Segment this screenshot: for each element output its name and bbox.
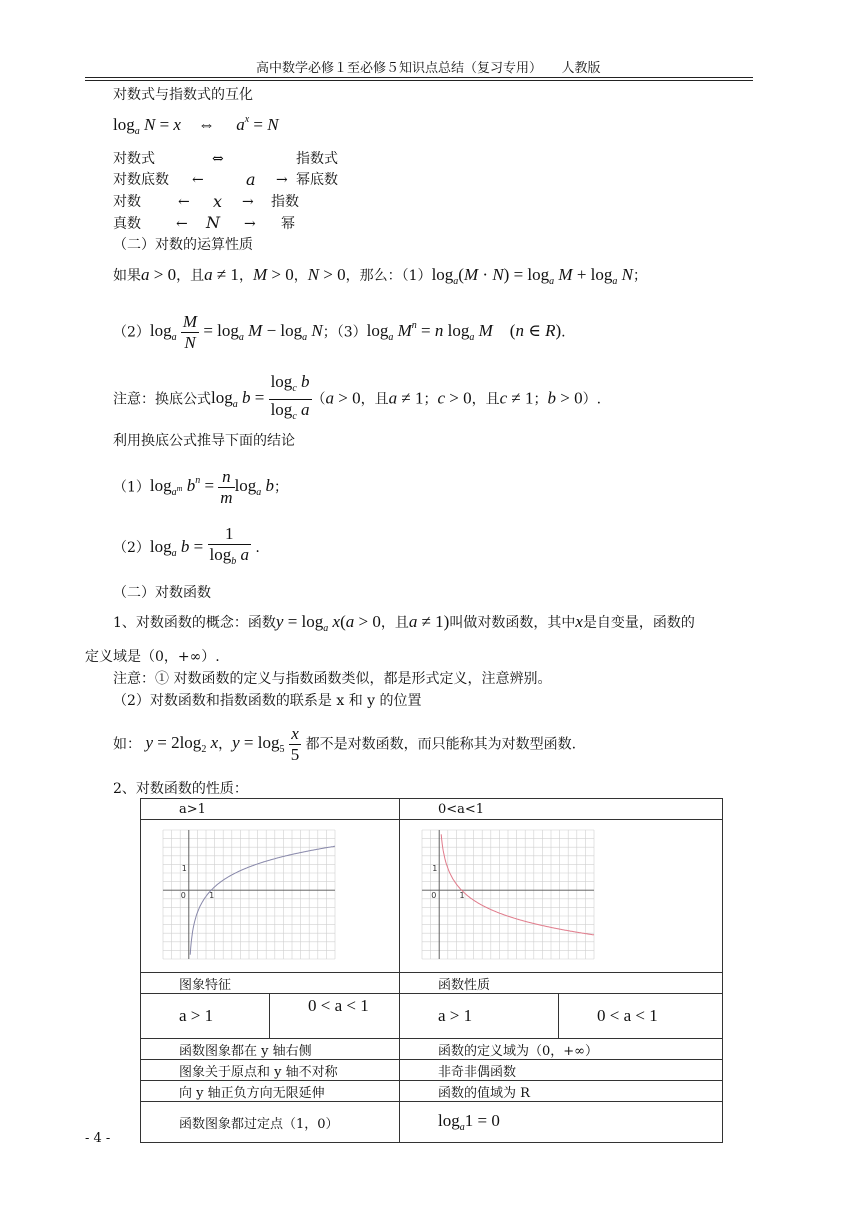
header-a-lt1: 0<a<1 xyxy=(400,799,723,820)
page-number: - 4 - xyxy=(85,1131,111,1146)
note-label: 注意：换底公式 xyxy=(113,391,211,408)
log-curve xyxy=(441,834,594,935)
y-tick-label-1: 1 xyxy=(181,863,187,873)
origin-label: 0 xyxy=(431,891,437,901)
row4-label-left: 真数 xyxy=(113,216,141,232)
properties-title: 2、对数函数的性质： xyxy=(113,781,248,797)
row2-arrow-right: → xyxy=(276,172,288,188)
section-title-interconvert: 对数式与指数式的互化 xyxy=(113,87,253,103)
section-title-function: （二）对数函数 xyxy=(113,585,211,601)
feature-cell: 函数图象都在 y 轴右侧 xyxy=(141,1039,400,1060)
example-label: 如： xyxy=(113,736,141,753)
rule-condition-line: 如果a > 0，且a ≠ 1，M > 0，N > 0，那么：$(1)\log_a(M \cdot N) = \log_a M + \log_a N$； xyxy=(113,265,647,287)
x-tick-label-1: 1 xyxy=(459,891,465,901)
rule-then-label: ，那么：（1） xyxy=(345,268,432,284)
row4-label-right: 幂 xyxy=(281,216,295,232)
row2-var: a xyxy=(246,170,256,189)
derive-item1-label: （1） xyxy=(113,479,150,496)
note-line-2: （2）对数函数和指数函数的联系是 x 和 y 的位置 xyxy=(113,693,422,709)
feature-cell: 图象关于原点和 y 轴不对称 xyxy=(141,1060,400,1081)
page-header: 高中数学必修１至必修５知识点总结（复习专用） 人教版 xyxy=(256,61,601,76)
table-graph-row xyxy=(141,820,723,973)
properties-table xyxy=(140,798,723,1143)
example-tail: 都不是对数函数，而只能称其为对数型函数. xyxy=(305,736,577,753)
property-cell-formula: $\log_a1 = 0$ xyxy=(400,1102,723,1143)
derive-item2: $(2)\log_a$ b = $\frac{1}{\log_b a}$ . xyxy=(113,524,260,567)
rule-if-label: 如果 xyxy=(113,268,141,284)
x-tick-label-1: 1 xyxy=(209,891,215,901)
header-rule-2 xyxy=(85,80,753,81)
table-header-row xyxy=(141,799,723,820)
rule-item2-label: （2） xyxy=(113,324,150,341)
note-line-1: 注意：① 对数函数的定义与指数函数类似，都是形式定义，注意辨别。 xyxy=(113,671,552,687)
header-func-property: 函数性质 xyxy=(400,973,723,994)
row4-var: N xyxy=(206,213,220,232)
table-row xyxy=(141,1081,723,1102)
row3-label-left: 对数 xyxy=(113,194,141,210)
row2-label-left: 对数底数 xyxy=(113,172,169,188)
derive-item2-label: （2） xyxy=(113,539,150,556)
property-cell: 非奇非偶函数 xyxy=(400,1060,723,1081)
property-cell: 函数的定义域为（0，+∞） xyxy=(400,1039,723,1060)
graph-a-gt1 xyxy=(141,820,399,972)
feature-cell: 函数图象都过定点（1，0） xyxy=(141,1102,400,1143)
log-curve xyxy=(190,846,335,954)
example-line: 如： $y = 2\log_2$ x，$y = \log_5$ $\frac{x}{5}$ 都不是对数函数，而只能称其为对数型函数. xyxy=(113,724,577,764)
rule-quotient-power-line: $(2)\log_a$ $\frac{M}{N}$ = $\log_a M - \log_a N$；$(3)\log_a$ $M^n = n$ $\log_a M$ (n ∈ R). xyxy=(113,312,566,352)
row3-label-right: 指数 xyxy=(271,194,299,210)
sub-a-lt1-left: 0 < a < 1 xyxy=(270,994,400,1039)
rule-item3-label: ；（3） xyxy=(322,324,367,341)
concept-tail2: 是自变量，函数的 xyxy=(582,615,695,631)
sub-a-gt1-left: a > 1 xyxy=(141,994,270,1039)
graph-cell-a-gt1 xyxy=(141,820,400,973)
sub-a-lt1-right: 0 < a < 1 xyxy=(559,994,723,1039)
concept-label: 1、对数函数的概念：函数 xyxy=(113,615,276,631)
row4-arrow-left: ← xyxy=(176,216,188,232)
derive-title: 利用换底公式推导下面的结论 xyxy=(113,433,295,449)
row1-label-left: 对数式 xyxy=(113,151,155,167)
origin-label: 0 xyxy=(180,891,186,901)
property-cell: 函数的值域为 R xyxy=(400,1081,723,1102)
graph-a-lt1 xyxy=(400,820,722,972)
table-row xyxy=(141,1039,723,1060)
header-a-gt1: a>1 xyxy=(141,799,400,820)
header-graph-feature: 图象特征 xyxy=(141,973,400,994)
row3-var: x xyxy=(213,192,223,211)
graph-cell-a-lt1 xyxy=(400,820,723,973)
feature-cell: 向 y 轴正负方向无限延伸 xyxy=(141,1081,400,1102)
table-row xyxy=(141,1060,723,1081)
header-rule xyxy=(85,77,753,78)
table-section-row xyxy=(141,973,723,994)
change-of-base-line: 注意：换底公式$\log_a b$ = $\frac{\log_c b}{\log_c a}$ （a > 0，且a ≠ 1；c > 0，且c ≠ 1；b > 0）. xyxy=(113,372,602,422)
section-title-rules: （二）对数的运算性质 xyxy=(113,237,253,253)
concept-tail: 叫做对数函数，其中 xyxy=(449,615,576,631)
derive-item1: $(1)\log_{a^m}$ $b^n$ = $\frac{n}{m}$ $\log_a b$； xyxy=(113,467,289,507)
table-row xyxy=(141,1102,723,1143)
row1-symbol: ⇔ xyxy=(212,151,224,167)
concept-line: 1、对数函数的概念：函数$y = \log_a x(a > 0$，且a ≠ 1)叫做对数函数，其中x是自变量，函数的 xyxy=(113,612,695,634)
log-exp-equivalence: $\log_a N = x$ ⇔ $a^x = N$ xyxy=(113,114,279,137)
row3-arrow-left: ← xyxy=(178,194,190,210)
sub-a-gt1-right: a > 1 xyxy=(400,994,559,1039)
table-subheader-row xyxy=(141,994,723,1039)
row4-arrow-right: → xyxy=(244,216,256,232)
row2-label-right: 幂底数 xyxy=(296,172,338,188)
row1-label-right: 指数式 xyxy=(296,151,338,167)
y-tick-label-1: 1 xyxy=(432,863,438,873)
row3-arrow-right: → xyxy=(242,194,254,210)
domain-line: 定义域是（0，+∞）. xyxy=(85,649,220,665)
row2-arrow-left: ← xyxy=(192,172,204,188)
